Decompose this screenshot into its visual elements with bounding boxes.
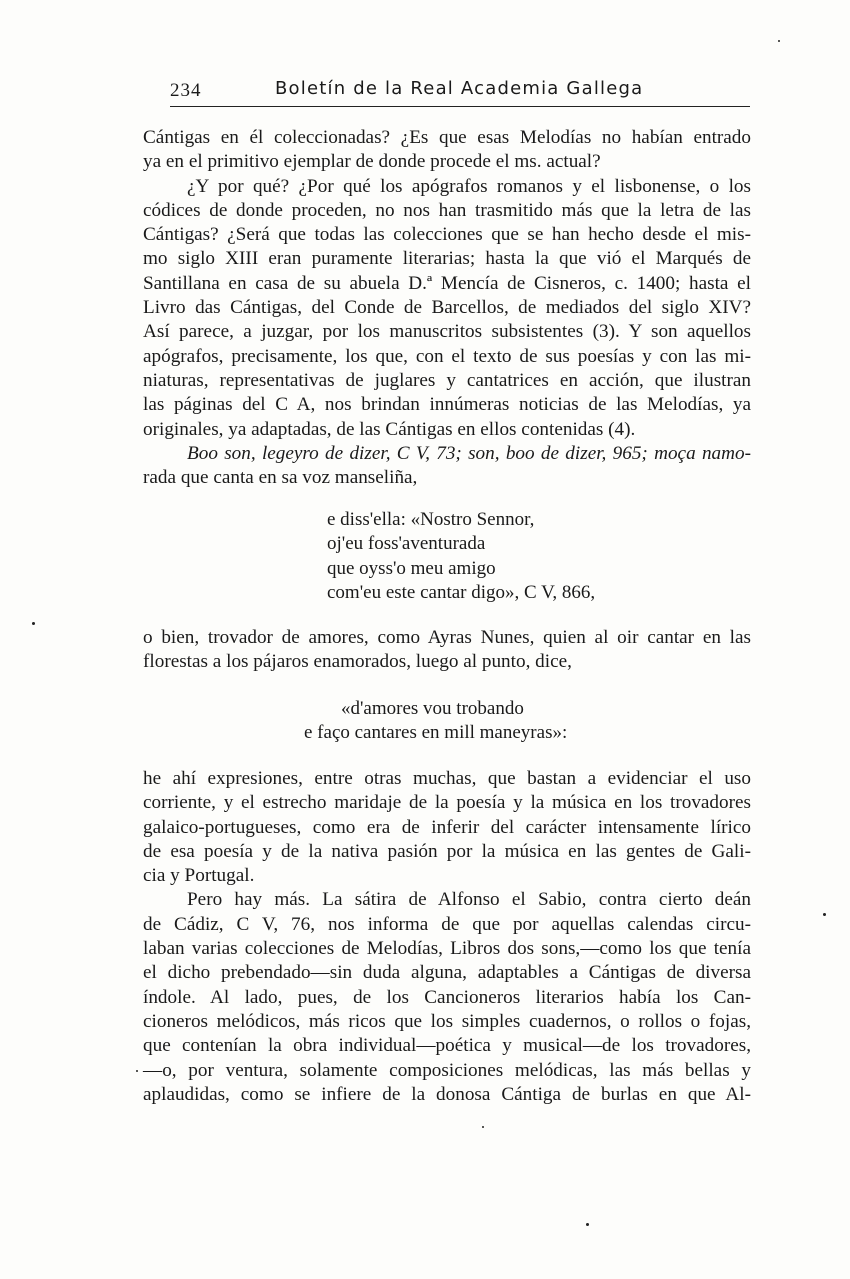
text-line: el dicho prebendado—sin duda alguna, adaptables a Cántigas de diversa [143, 962, 751, 984]
scan-speck [482, 1126, 484, 1128]
running-title: Boletín de la Real Academia Gallega [275, 78, 644, 99]
verse-quote-2 [304, 697, 567, 746]
text-line: códices de donde proceden, no nos han trasmitido más que la letra de las [143, 199, 751, 221]
text-line: Cántigas? ¿Será que todas las colecciones que se han hecho desde el mis- [143, 224, 751, 246]
verse-line: e diss'ella: «Nostro Sennor, [327, 509, 535, 530]
text-line: apógrafos, precisamente, los que, con el texto de sus poesías y con las mi- [143, 345, 751, 367]
text-line: cia y Portugal. [143, 865, 255, 887]
scan-speck [32, 622, 35, 625]
text-line: las páginas del C A, nos brindan innúmeras noticias de las Melodías, ya [143, 394, 751, 416]
text-line: Livro das Cántigas, del Conde de Barcellos, de mediados del siglo XIV? [143, 297, 751, 319]
text-line: florestas a los pájaros enamorados, luego al punto, dice, [143, 651, 572, 673]
text-line: laban varias colecciones de Melodías, Libros dos sons,—como los que tenía [143, 938, 751, 960]
text-line: o bien, trovador de amores, como Ayras Nunes, quien al oir cantar en las [143, 627, 751, 648]
text-line: ya en el primitivo ejemplar de donde procede el ms. actual? [143, 151, 601, 173]
text-line: índole. Al lado, pues, de los Cancioneros literarios había los Can- [143, 986, 751, 1008]
verse-line: «d'amores vou trobando [341, 698, 524, 719]
text-line: Pero hay más. La sátira de Alfonso el Sabio, contra cierto deán [187, 889, 751, 911]
text-line: cioneros melódicos, más ricos que los simples cuadernos, o rollos o fojas, [143, 1010, 751, 1032]
text-line: Así parece, a juzgar, por los manuscritos subsistentes (3). Y son aquellos [143, 321, 751, 343]
text-line: Boo son, legeyro de dizer, C V, 73; son, boo de dizer, 965; moça namo- [187, 442, 751, 464]
scan-speck [586, 1223, 589, 1226]
text-line: Santillana en casa de su abuela D.ª Mencía de Cisneros, c. 1400; hasta el [143, 272, 751, 294]
verse-line: que oyss'o meu amigo [327, 557, 496, 579]
verse-quote-1 [327, 508, 595, 605]
text-line: —o, por ventura, solamente composiciones melódicas, las más bellas y [143, 1059, 751, 1081]
verse-line: oj'eu foss'aventurada [327, 533, 486, 555]
text-line: originales, ya adaptadas, de las Cántigas en ellos contenidas (4). [143, 418, 636, 440]
verse-line: com'eu este cantar digo», C V, 866, [327, 581, 596, 603]
page-header [170, 76, 750, 107]
scan-speck [136, 1070, 138, 1072]
text-line: niaturas, representativas de juglares y cantatrices en acción, que ilustran [143, 369, 751, 391]
scan-speck [778, 40, 780, 42]
text-line: galaico-portugueses, como era de inferir del carácter intensamente lírico [143, 816, 751, 838]
scan-speck [823, 913, 826, 916]
text-line: Cántigas en él coleccionadas? ¿Es que esas Melodías no habían entrado [143, 127, 751, 148]
paragraph-block-2 [143, 626, 751, 675]
verse-line: e faço cantares en mill maneyras»: [304, 722, 568, 744]
text-line: he ahí expresiones, entre otras muchas, que bastan a evidenciar el uso [143, 768, 751, 789]
paragraph-block-1 [143, 126, 751, 490]
text-line: que contenían la obra individual—poética y musical—de los trovadores, [143, 1035, 751, 1057]
text-line: de Cádiz, C V, 76, nos informa de que por aquellas calendas circu- [143, 913, 751, 935]
text-line: mo siglo XIII eran puramente literarias; hasta la que vió el Marqués de [143, 248, 751, 270]
text-line: aplaudidas, como se infiere de la donosa Cántiga de burlas en que Al- [143, 1083, 751, 1105]
text-line: corriente, y el estrecho maridaje de la poesía y la música en los trovadores [143, 792, 751, 814]
text-line: de esa poesía y de la nativa pasión por la música en las gentes de Gali- [143, 840, 751, 862]
text-line: rada que canta en sa voz manseliña, [143, 467, 418, 489]
page-number: 234 [170, 80, 202, 101]
text-line: ¿Y por qué? ¿Por qué los apógrafos romanos y el lisbonense, o los [187, 175, 751, 197]
paragraph-block-3 [143, 767, 751, 1107]
